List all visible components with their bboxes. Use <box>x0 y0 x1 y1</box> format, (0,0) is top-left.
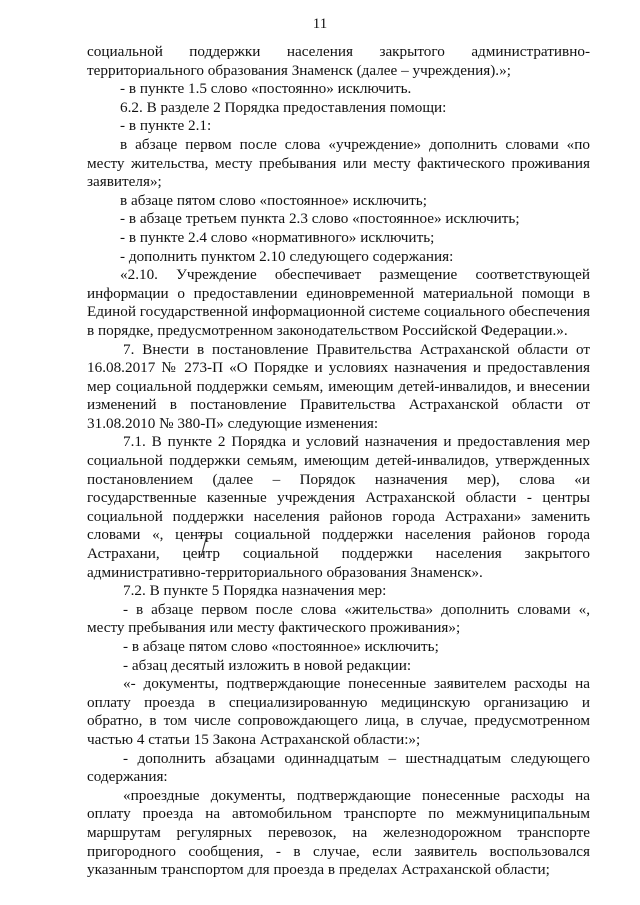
paragraph: - дополнить абзацами одиннадцатым – шестнадцатым следующего содержания: <box>87 749 590 786</box>
paragraph: - в пункте 2.1: <box>120 117 212 135</box>
paragraph: - в пункте 2.4 слово «нормативного» исключить; <box>120 228 435 246</box>
paragraph: в абзаце пятом слово «постоянное» исключить; <box>120 191 427 209</box>
paragraph: - в пункте 1.5 слово «постоянно» исключить. <box>120 80 412 98</box>
paragraph: «- документы, подтверждающие понесенные заявителем расходы на оплату проезда в специализированную медицинскую организацию и обратно, в том числе сопровождающего лица, в случае, предусмотренном частью 4 статьи 15 Закона Астраханской области:»; <box>87 675 590 748</box>
paragraph: - дополнить пунктом 2.10 следующего содержания: <box>120 247 454 265</box>
paragraph: - в абзаце третьем пункта 2.3 слово «постоянное» исключить; <box>120 210 520 228</box>
paragraph: - в абзаце первом после слова «жительства» дополнить словами «, месту пребывания или месту фактического проживания»; <box>87 600 590 637</box>
paragraph: 6.2. В разделе 2 Порядка предоставления помощи: <box>120 98 447 116</box>
page-number: 11 <box>312 16 328 32</box>
paragraph: в абзаце первом после слова «учреждение» дополнить словами «по месту жительства, месту пребывания или месту фактического проживания заявителя»; <box>87 135 590 191</box>
pen-mark <box>196 533 210 559</box>
paragraph: социальной поддержки населения закрытого административно-территориального образования Знаменск (далее – учреждения).»; <box>87 43 590 79</box>
paragraph: «2.10. Учреждение обеспечивает размещение соответствующей информации о предоставлении единовременной материальной помощи в Единой государственной информационной системе социального обеспечения в порядке, предусмотренном законодательством Российской Федерации.». <box>87 266 590 339</box>
document-body <box>87 43 590 880</box>
paragraph: 7. Внести в постановление Правительства Астраханской области от 16.08.2017 № 273-П «О Порядке и условиях назначения и предоставления мер социальной поддержки семьям, имеющим детей-инвалидов, и внесении изменений в постановление Правительства Астраханской области от 31.08.2010 № 380-П» следующие изменения: <box>87 340 590 432</box>
paragraph: 7.1. В пункте 2 Порядка и условий назначения и предоставления мер социальной поддержки семьям, имеющим детей-инвалидов, утвержденных постановлением (далее – Порядок назначения мер), слова «и государственные казенные учреждения Астраханской области - центры социальной поддержки населения районов города Астрахани» заменить словами «, центры социальной поддержки населения районов города Астрахани, центр социальной поддержки населения закрытого административно-территориального образования Знаменск». <box>87 433 590 581</box>
paragraph: - абзац десятый изложить в новой редакции: <box>123 656 412 674</box>
paragraph: 7.2. В пункте 5 Порядка назначения мер: <box>123 582 387 600</box>
paragraph: - в абзаце пятом слово «постоянное» исключить; <box>123 638 439 655</box>
paragraph: «проездные документы, подтверждающие понесенные расходы на оплату проезда на автомобильном транспорте по межмуниципальным маршрутам регулярных перевозок, на железнодорожном транспорте пригородного сообщения, - в случае, если заявитель воспользовался указанным транспортом для проезда в пределах Астраханской области; <box>87 786 590 879</box>
